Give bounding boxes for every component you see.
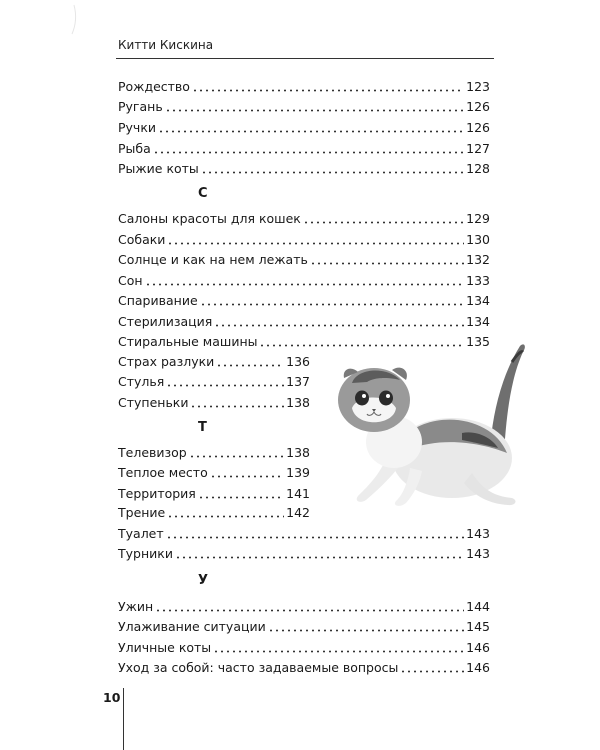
entry-label: Солнце и как на нем лежать <box>118 252 308 267</box>
entry-page: 129 <box>466 211 490 226</box>
entry-label: Страх разлуки <box>118 354 215 369</box>
leader-dots <box>198 490 284 502</box>
entry-label: Турники <box>118 546 173 561</box>
toc-entry[interactable] <box>118 99 490 115</box>
section-letter: С <box>198 186 208 201</box>
leader-dots <box>400 664 464 676</box>
entry-label: Стерилизация <box>118 314 213 329</box>
toc-entry[interactable] <box>118 161 490 177</box>
entry-label: Территория <box>118 486 196 501</box>
entry-page: 126 <box>466 120 490 135</box>
entry-label: Туалет <box>118 526 164 541</box>
entry-label: Теплое место <box>118 465 208 480</box>
toc-entry[interactable] <box>118 395 310 411</box>
entry-page: 132 <box>466 252 490 267</box>
leader-dots <box>145 277 465 289</box>
toc-entry[interactable] <box>118 599 490 615</box>
entry-label: Улаживание ситуации <box>118 619 266 634</box>
folio-rule <box>123 688 124 750</box>
leader-dots <box>201 165 464 177</box>
leader-dots <box>167 509 284 521</box>
entry-label: Стулья <box>118 374 165 389</box>
leader-dots <box>165 103 464 115</box>
toc-entry[interactable] <box>118 273 490 289</box>
entry-label: Ругань <box>118 99 163 114</box>
leader-dots <box>268 623 464 635</box>
entry-label: Рыба <box>118 141 151 156</box>
entry-label: Рождество <box>118 79 190 94</box>
entry-page: 134 <box>466 314 490 329</box>
toc-entry[interactable] <box>118 526 490 542</box>
toc-entry[interactable] <box>118 293 490 309</box>
toc-entry[interactable] <box>118 252 490 268</box>
corner-mark <box>64 0 124 40</box>
toc-entry[interactable] <box>118 120 490 136</box>
leader-dots <box>189 449 284 461</box>
entry-label: Ужин <box>118 599 154 614</box>
page-number: 10 <box>103 690 121 705</box>
entry-label: Уличные коты <box>118 640 212 655</box>
leader-dots <box>192 83 464 95</box>
leader-dots <box>175 550 464 562</box>
entry-page: 133 <box>466 273 490 288</box>
entry-label: Ступеньки <box>118 395 189 410</box>
entry-page: 138 <box>286 395 310 410</box>
entry-label: Уход за собой: часто задаваемые вопросы <box>118 660 399 675</box>
entry-page: 143 <box>466 526 490 541</box>
entry-page: 144 <box>466 599 490 614</box>
entry-page: 138 <box>286 445 310 460</box>
entry-label: Салоны красоты для кошек <box>118 211 301 226</box>
leader-dots <box>213 644 464 656</box>
entry-page: 137 <box>286 374 310 389</box>
toc-entry[interactable] <box>118 486 310 502</box>
entry-page: 136 <box>286 354 310 369</box>
leader-dots <box>216 358 284 370</box>
leader-dots <box>167 236 464 248</box>
toc-entry[interactable] <box>118 354 310 370</box>
entry-page: 146 <box>466 660 490 675</box>
entry-label: Стиральные машины <box>118 334 258 349</box>
section-letter: У <box>198 573 209 588</box>
leader-dots <box>155 603 464 615</box>
toc-entry[interactable] <box>118 640 490 656</box>
entry-label: Рыжие коты <box>118 161 199 176</box>
entry-page: 127 <box>466 141 490 156</box>
entry-page: 123 <box>466 79 490 94</box>
leader-dots <box>303 215 464 227</box>
toc-entry[interactable] <box>118 374 310 390</box>
entry-label: Спаривание <box>118 293 198 308</box>
kitten-illustration <box>322 338 527 513</box>
leader-dots <box>210 469 284 481</box>
leader-dots <box>153 145 464 157</box>
running-header: Китти Кискина <box>118 38 214 52</box>
leader-dots <box>200 297 465 309</box>
entry-label: Ручки <box>118 120 156 135</box>
entry-page: 126 <box>466 99 490 114</box>
toc-entry[interactable] <box>118 445 310 461</box>
entry-page: 143 <box>466 546 490 561</box>
entry-page: 145 <box>466 619 490 634</box>
entry-page: 135 <box>466 334 490 349</box>
entry-page: 141 <box>286 486 310 501</box>
leader-dots <box>166 378 284 390</box>
leader-dots <box>214 318 464 330</box>
entry-page: 146 <box>466 640 490 655</box>
entry-label: Собаки <box>118 232 166 247</box>
toc-entry[interactable] <box>118 232 490 248</box>
leader-dots <box>310 256 464 268</box>
entry-page: 142 <box>286 505 310 520</box>
leader-dots <box>166 530 464 542</box>
toc-entry[interactable] <box>118 79 490 95</box>
section-letter: Т <box>198 420 207 435</box>
header-rule <box>116 58 494 59</box>
toc-entry[interactable] <box>118 546 490 562</box>
entry-page: 128 <box>466 161 490 176</box>
entry-page: 139 <box>286 465 310 480</box>
entry-label: Трение <box>118 505 166 520</box>
leader-dots <box>158 124 464 136</box>
entry-label: Телевизор <box>118 445 187 460</box>
toc-entry[interactable] <box>118 465 310 481</box>
toc-entry[interactable] <box>118 619 490 635</box>
leader-dots <box>190 399 284 411</box>
entry-page: 130 <box>466 232 490 247</box>
toc-entry[interactable] <box>118 211 490 227</box>
toc-entry[interactable] <box>118 660 490 676</box>
toc-entry[interactable] <box>118 505 310 521</box>
entry-label: Сон <box>118 273 143 288</box>
entry-page: 134 <box>466 293 490 308</box>
toc-entry[interactable] <box>118 141 490 157</box>
toc-entry[interactable] <box>118 314 490 330</box>
